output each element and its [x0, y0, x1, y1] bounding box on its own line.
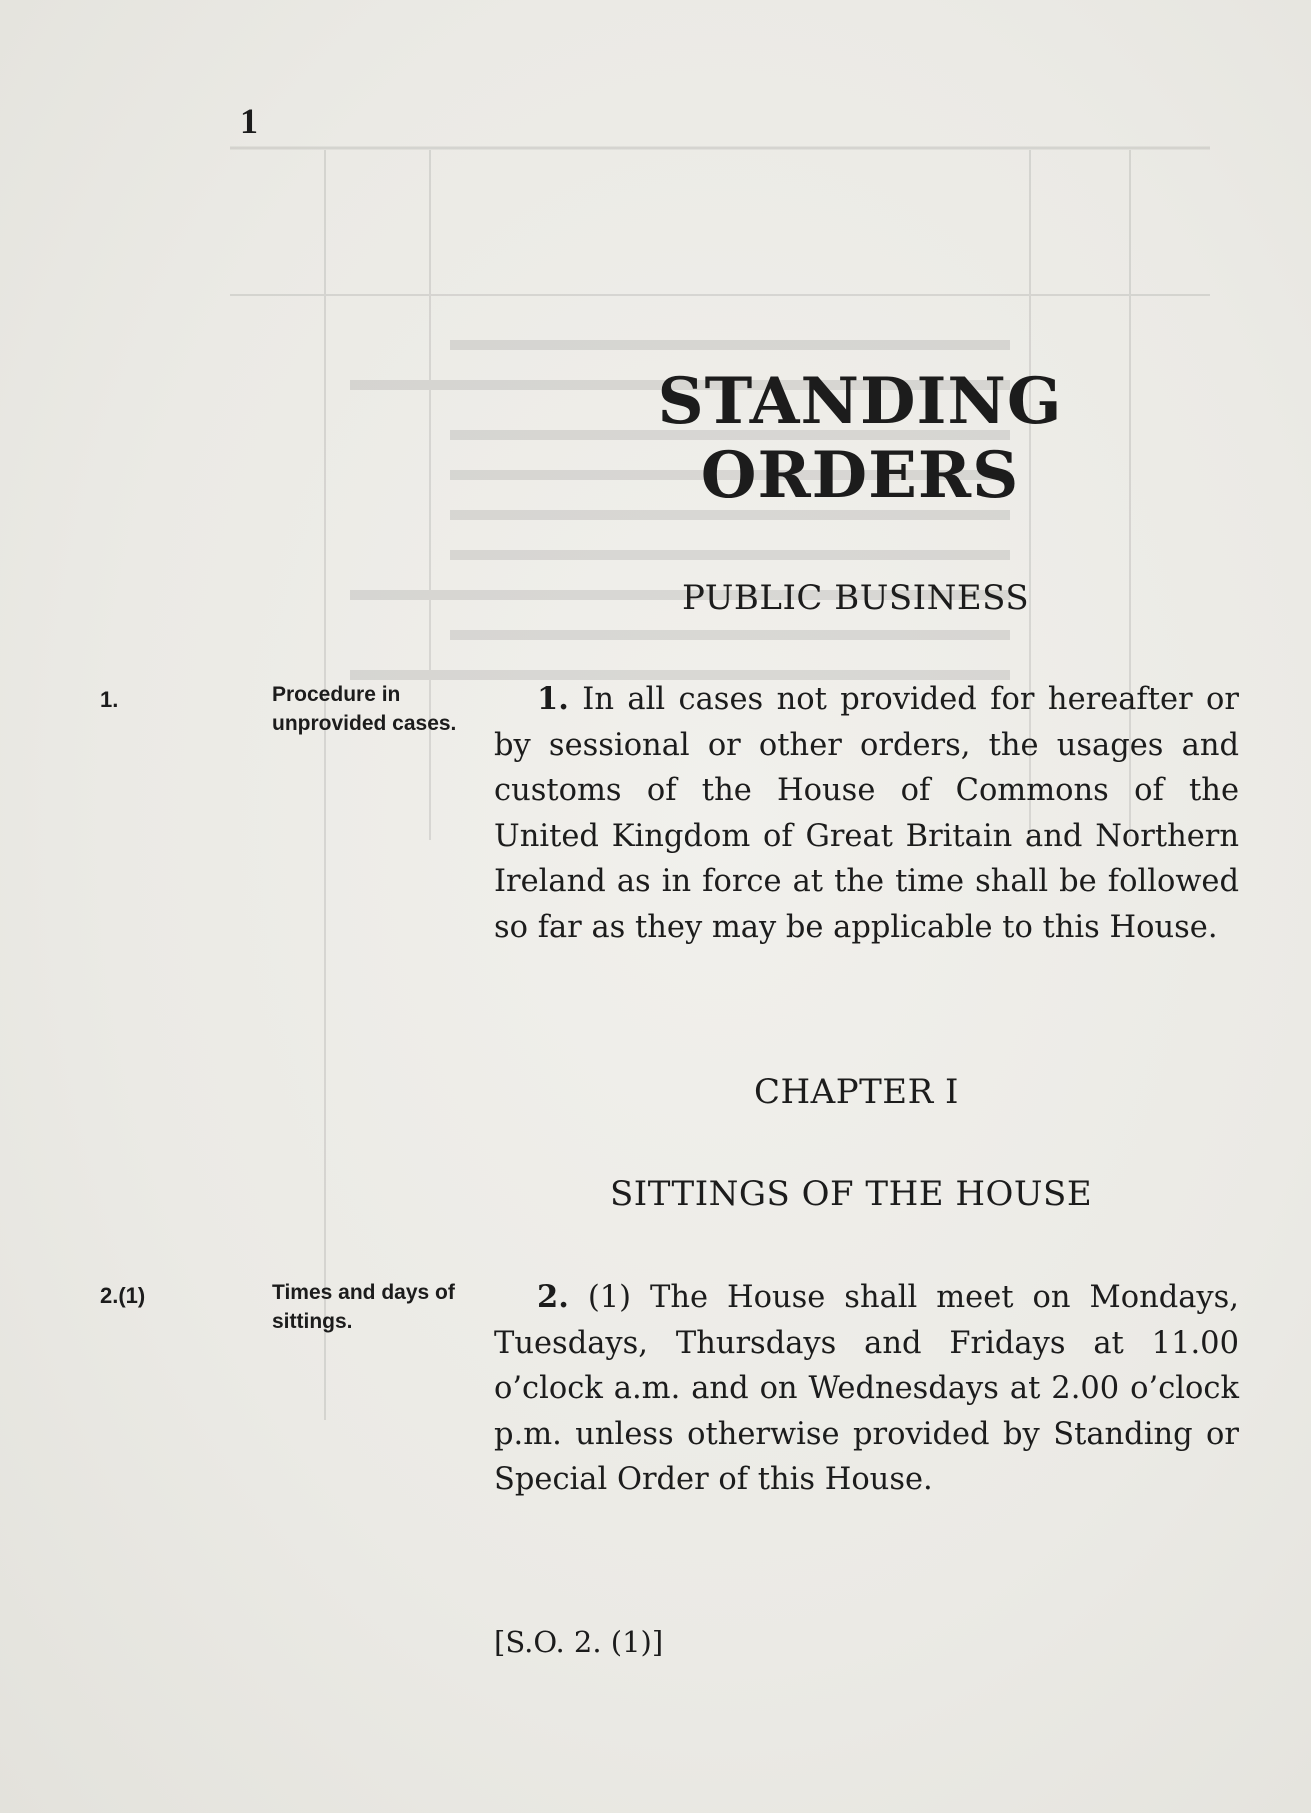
- order-1-text: In all cases not provided for hereafter or by sessional or other orders, the usages and customs of the House of Commons of the United Kingdom of Great Britain and Northern Ireland as in force at the time shall be followed so far as they may be applicable to this House.: [494, 682, 1239, 945]
- chapter-heading: CHAPTER I: [754, 1072, 959, 1112]
- chapter-title: SITTINGS OF THE HOUSE: [610, 1174, 1093, 1214]
- margin-note-order-1: Procedure in unprovided cases.: [272, 683, 457, 735]
- margin-number-order-1: 1.: [100, 687, 119, 712]
- order-2-paragraph: [494, 1275, 1239, 1503]
- title-line-1: STANDING: [657, 364, 1063, 439]
- order-1-number: 1.: [537, 681, 569, 717]
- margin-note-order-2: Times and days of sittings.: [272, 1281, 455, 1333]
- citation: [S.O. 2. (1)]: [494, 1625, 664, 1659]
- page-number: 1: [240, 101, 258, 141]
- margin-number-order-2: 2.(1): [100, 1283, 146, 1308]
- title-line-2: ORDERS: [700, 438, 1020, 513]
- order-2-number: 2.: [537, 1279, 569, 1315]
- order-1-paragraph: [494, 677, 1239, 950]
- order-2-text: (1) The House shall meet on Mondays, Tuesdays, Thursdays and Fridays at 11.00 o’clock a.m. and on Wednesdays at 2.00 o’clock p.m. unless otherwise provided by Standing or Special Order of this House.: [494, 1280, 1239, 1497]
- document-title: [620, 365, 1100, 513]
- section-heading: PUBLIC BUSINESS: [682, 578, 1030, 618]
